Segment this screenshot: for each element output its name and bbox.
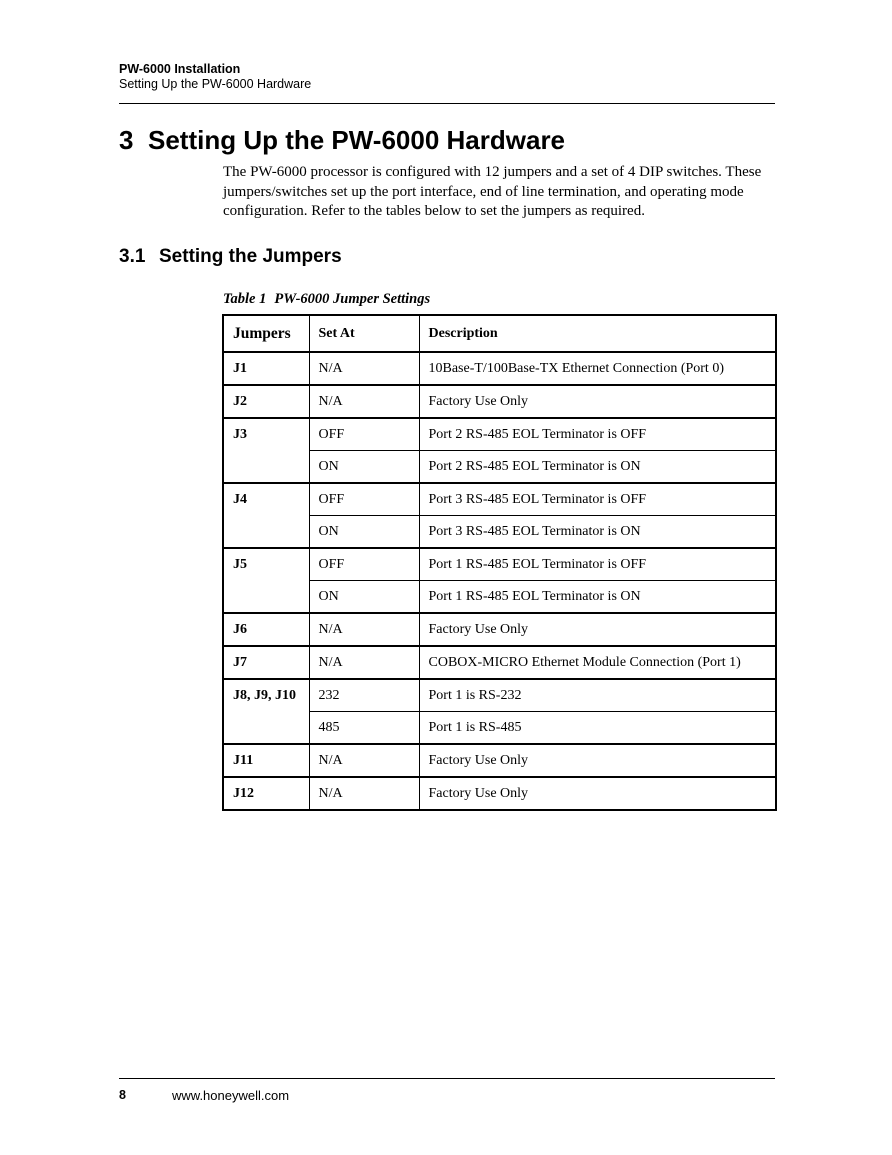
description-cell: Port 1 is RS-232: [419, 679, 776, 712]
table-row: [223, 777, 776, 810]
description-cell: Factory Use Only: [419, 613, 776, 646]
set-at-cell: N/A: [309, 352, 419, 385]
set-at-cell: 232: [309, 679, 419, 712]
set-at-cell: N/A: [309, 646, 419, 679]
section-heading: [119, 245, 342, 269]
table-row: [223, 744, 776, 777]
column-header-description: Description: [419, 315, 776, 352]
jumper-cell: J5: [223, 548, 309, 613]
footer-url: www.honeywell.com: [172, 1088, 290, 1103]
jumper-cell: J1: [223, 352, 309, 385]
set-at-cell: OFF: [309, 548, 419, 581]
set-at-cell: N/A: [309, 777, 419, 810]
set-at-cell: N/A: [309, 744, 419, 777]
description-cell: Factory Use Only: [419, 744, 776, 777]
table-caption-label: Table 1: [223, 291, 267, 307]
jumper-cell: J6: [223, 613, 309, 646]
section-title: Setting the Jumpers: [159, 246, 342, 267]
running-header-title: PW-6000 Installation: [119, 62, 241, 76]
set-at-cell: N/A: [309, 385, 419, 418]
description-cell: Port 3 RS-485 EOL Terminator is OFF: [419, 483, 776, 516]
description-cell: Factory Use Only: [419, 385, 776, 418]
column-header-set-at: Set At: [309, 315, 419, 352]
page-number: 8: [119, 1088, 126, 1102]
jumper-cell: J4: [223, 483, 309, 548]
column-header-jumpers: Jumpers: [223, 315, 309, 352]
table-row: [223, 679, 776, 712]
running-header-subtitle: Setting Up the PW-6000 Hardware: [119, 77, 312, 91]
jumper-cell: J8, J9, J10: [223, 679, 309, 744]
table-caption-title: PW-6000 Jumper Settings: [274, 291, 431, 307]
set-at-cell: N/A: [309, 613, 419, 646]
description-cell: Port 2 RS-485 EOL Terminator is OFF: [419, 418, 776, 451]
chapter-intro-paragraph: The PW-6000 processor is configured with 12 jumpers and a set of 4 DIP switches. These jumpers/switches set up the port interface, end of line termination, and operating mode configuration. Refer to the tables below to set the jumpers as required.: [223, 164, 762, 219]
table-row: [223, 418, 776, 451]
set-at-cell: ON: [309, 581, 419, 614]
jumper-cell: J12: [223, 777, 309, 810]
chapter-heading: [119, 124, 565, 156]
running-header: [119, 62, 311, 92]
set-at-cell: 485: [309, 712, 419, 745]
description-cell: Factory Use Only: [419, 777, 776, 810]
set-at-cell: OFF: [309, 483, 419, 516]
set-at-cell: OFF: [309, 418, 419, 451]
table-header-row: [223, 315, 776, 352]
table-row: [223, 646, 776, 679]
jumper-cell: J2: [223, 385, 309, 418]
description-cell: Port 1 RS-485 EOL Terminator is OFF: [419, 548, 776, 581]
description-cell: 10Base-T/100Base-TX Ethernet Connection (Port 0): [419, 352, 776, 385]
table-body: [223, 352, 776, 810]
header-divider: [119, 103, 775, 104]
description-cell: Port 3 RS-485 EOL Terminator is ON: [419, 516, 776, 549]
chapter-title: Setting Up the PW-6000 Hardware: [148, 125, 566, 155]
description-cell: Port 1 is RS-485: [419, 712, 776, 745]
table-row: [223, 483, 776, 516]
table-row: [223, 548, 776, 581]
description-cell: COBOX-MICRO Ethernet Module Connection (Port 1): [419, 646, 776, 679]
jumper-settings-table: [222, 314, 777, 811]
table-row: [223, 613, 776, 646]
jumper-cell: J7: [223, 646, 309, 679]
section-number: 3.1: [119, 246, 146, 267]
description-cell: Port 1 RS-485 EOL Terminator is ON: [419, 581, 776, 614]
chapter-number: 3: [119, 125, 134, 155]
table-row: [223, 385, 776, 418]
set-at-cell: ON: [309, 451, 419, 484]
table-row: [223, 352, 776, 385]
jumper-cell: J3: [223, 418, 309, 483]
table-caption: [223, 290, 430, 308]
jumper-cell: J11: [223, 744, 309, 777]
footer-divider: [119, 1078, 775, 1079]
set-at-cell: ON: [309, 516, 419, 549]
description-cell: Port 2 RS-485 EOL Terminator is ON: [419, 451, 776, 484]
